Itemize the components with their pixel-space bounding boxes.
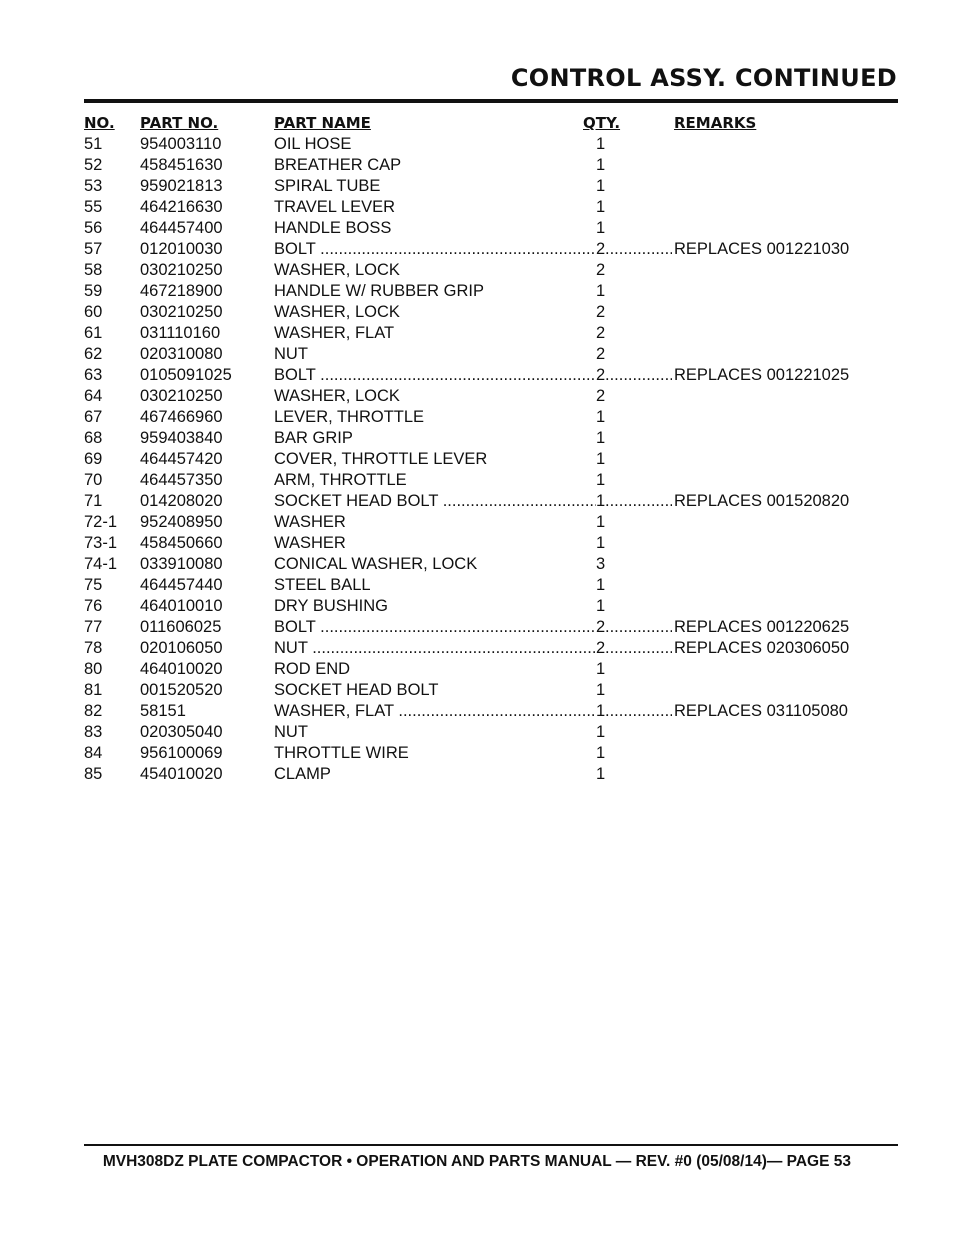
table-row [84, 239, 864, 260]
cell-qty: 1 [596, 156, 606, 174]
table-row [84, 533, 864, 554]
cell-no: 75 [84, 576, 103, 594]
table-row [84, 323, 864, 344]
cell-no: 83 [84, 723, 103, 741]
cell-no: 77 [84, 618, 103, 636]
cell-part-name: WASHER, FLAT ..... [274, 701, 597, 722]
cell-qty: 1 [596, 681, 606, 699]
cell-qty: 2 [596, 618, 606, 636]
cell-part-name: WASHER, LOCK [274, 303, 400, 321]
table-row [84, 197, 864, 218]
cell-no: 62 [84, 345, 103, 363]
cell-qty: 1 [596, 723, 606, 741]
cell-part-name: SPIRAL TUBE [274, 177, 381, 195]
footer-rule [84, 1144, 898, 1146]
table-row [84, 302, 864, 323]
cell-part-name: BOLT ..... [274, 365, 597, 386]
cell-qty: 1 [596, 492, 606, 510]
table-row [84, 554, 864, 575]
table-header-row [84, 113, 864, 134]
table-row [84, 155, 864, 176]
cell-qty: 1 [596, 177, 606, 195]
cell-part-no: 467218900 [140, 282, 223, 300]
cell-no: 74-1 [84, 555, 118, 573]
cell-part-no: 020310080 [140, 345, 223, 363]
table-row [84, 407, 864, 428]
table-row [84, 596, 864, 617]
cell-qty: 1 [596, 744, 606, 762]
table-row [84, 701, 864, 722]
cell-part-no: 011606025 [140, 618, 222, 636]
header-part-no: PART NO. [140, 114, 219, 132]
cell-part-name: BAR GRIP [274, 429, 353, 447]
cell-no: 59 [84, 282, 103, 300]
cell-part-no: 012010030 [140, 240, 223, 258]
cell-part-no: 959403840 [140, 429, 223, 447]
cell-qty: 1 [596, 513, 606, 531]
cell-part-name: WASHER, LOCK [274, 387, 400, 405]
table-row [84, 722, 864, 743]
cell-qty: 1 [596, 702, 606, 720]
cell-qty: 1 [596, 450, 606, 468]
cell-part-no: 0105091025 [140, 366, 232, 384]
cell-part-no: 956100069 [140, 744, 223, 762]
cell-part-no: 458451630 [140, 156, 223, 174]
cell-no: 57 [84, 240, 103, 258]
cell-part-name: BOLT ..... [274, 239, 597, 260]
cell-no: 52 [84, 156, 103, 174]
cell-part-no: 020106050 [140, 639, 223, 657]
cell-no: 68 [84, 429, 103, 447]
cell-part-name: COVER, THROTTLE LEVER [274, 450, 488, 468]
cell-no: 53 [84, 177, 103, 195]
cell-part-no: 464457400 [140, 219, 223, 237]
cell-no: 55 [84, 198, 103, 216]
cell-no: 71 [84, 492, 103, 510]
page-footer: MVH308DZ PLATE COMPACTOR • OPERATION AND PARTS MANUAL — REV. #0 (05/08/14)— PAGE 53 [102, 1153, 851, 1170]
dot-leader [605, 491, 672, 512]
dot-leader [605, 239, 672, 260]
cell-no: 81 [84, 681, 103, 699]
cell-qty: 2 [596, 387, 606, 405]
cell-part-no: 454010020 [140, 765, 223, 783]
cell-part-name: ARM, THROTTLE [274, 471, 407, 489]
cell-qty: 2 [596, 639, 606, 657]
cell-qty: 3 [596, 555, 606, 573]
table-row [84, 680, 864, 701]
cell-no: 76 [84, 597, 103, 615]
cell-remarks: REPLACES 001221030 [674, 240, 850, 258]
cell-part-name: STEEL BALL [274, 576, 371, 594]
cell-part-name: LEVER, THROTTLE [274, 408, 425, 426]
cell-qty: 1 [596, 219, 606, 237]
cell-part-no: 959021813 [140, 177, 223, 195]
cell-qty: 1 [596, 765, 606, 783]
cell-remarks: REPLACES 001221025 [674, 366, 850, 384]
cell-part-name: OIL HOSE [274, 135, 352, 153]
cell-part-no: 464457440 [140, 576, 223, 594]
cell-qty: 2 [596, 240, 606, 258]
cell-qty: 2 [596, 345, 606, 363]
cell-no: 84 [84, 744, 103, 762]
table-row [84, 260, 864, 281]
cell-no: 73-1 [84, 534, 118, 552]
cell-qty: 1 [596, 408, 606, 426]
table-row [84, 638, 864, 659]
page-title: CONTROL ASSY. CONTINUED [510, 64, 897, 92]
header-remarks: REMARKS [674, 114, 757, 132]
cell-qty: 1 [596, 471, 606, 489]
cell-part-no: 031110160 [140, 324, 221, 342]
table-row [84, 134, 864, 155]
table-row [84, 659, 864, 680]
header-qty: QTY. [583, 114, 621, 132]
cell-part-no: 464457350 [140, 471, 223, 489]
header-part-name: PART NAME [274, 114, 371, 132]
cell-no: 69 [84, 450, 103, 468]
parts-table [84, 113, 864, 785]
cell-no: 58 [84, 261, 103, 279]
cell-part-no: 58151 [140, 702, 186, 720]
cell-qty: 1 [596, 429, 606, 447]
cell-part-no: 014208020 [140, 492, 223, 510]
cell-part-name: HANDLE W/ RUBBER GRIP [274, 282, 484, 300]
cell-part-no: 033910080 [140, 555, 223, 573]
cell-no: 78 [84, 639, 103, 657]
table-row [84, 344, 864, 365]
table-row [84, 386, 864, 407]
cell-part-name: NUT ..... [274, 638, 597, 659]
table-row [84, 218, 864, 239]
cell-qty: 1 [596, 198, 606, 216]
dot-leader [605, 701, 672, 722]
cell-part-name: BOLT ..... [274, 617, 597, 638]
dot-leader [605, 617, 672, 638]
cell-part-name: DRY BUSHING [274, 597, 389, 615]
cell-no: 67 [84, 408, 103, 426]
cell-part-name: NUT [274, 723, 308, 741]
cell-part-no: 030210250 [140, 261, 223, 279]
dot-leader [605, 365, 672, 386]
cell-part-name: WASHER [274, 513, 346, 531]
table-row [84, 491, 864, 512]
cell-part-name: WASHER, LOCK [274, 261, 400, 279]
cell-remarks: REPLACES 001520820 [674, 492, 850, 510]
cell-part-name: NUT [274, 345, 308, 363]
cell-part-no: 952408950 [140, 513, 223, 531]
cell-no: 85 [84, 765, 103, 783]
cell-part-name: TRAVEL LEVER [274, 198, 396, 216]
table-row [84, 428, 864, 449]
table-row [84, 764, 864, 785]
cell-no: 72-1 [84, 513, 118, 531]
cell-part-name: SOCKET HEAD BOLT ..... [274, 491, 597, 512]
table-row [84, 617, 864, 638]
cell-no: 60 [84, 303, 103, 321]
cell-part-no: 030210250 [140, 387, 223, 405]
cell-no: 63 [84, 366, 103, 384]
cell-part-no: 001520520 [140, 681, 223, 699]
cell-part-no: 467466960 [140, 408, 223, 426]
cell-qty: 2 [596, 324, 606, 342]
cell-qty: 2 [596, 261, 606, 279]
cell-part-no: 458450660 [140, 534, 223, 552]
cell-qty: 1 [596, 597, 606, 615]
cell-part-no: 030210250 [140, 303, 223, 321]
cell-part-name: ROD END [274, 660, 351, 678]
cell-no: 51 [84, 135, 103, 153]
cell-qty: 1 [596, 660, 606, 678]
cell-part-name: THROTTLE WIRE [274, 744, 409, 762]
cell-part-no: 464216630 [140, 198, 223, 216]
cell-part-no: 464457420 [140, 450, 223, 468]
cell-part-name: HANDLE BOSS [274, 219, 392, 237]
cell-part-name: CLAMP [274, 765, 331, 783]
header-no: NO. [84, 114, 115, 132]
cell-part-no: 954003110 [140, 135, 222, 153]
table-row [84, 743, 864, 764]
cell-part-no: 020305040 [140, 723, 223, 741]
cell-qty: 1 [596, 534, 606, 552]
table-row [84, 512, 864, 533]
cell-qty: 1 [596, 282, 606, 300]
cell-part-name: WASHER, FLAT [274, 324, 395, 342]
cell-no: 61 [84, 324, 103, 342]
table-row [84, 281, 864, 302]
cell-no: 56 [84, 219, 103, 237]
title-rule [84, 99, 898, 103]
cell-qty: 2 [596, 366, 606, 384]
table-row [84, 365, 864, 386]
cell-remarks: REPLACES 001220625 [674, 618, 850, 636]
cell-no: 80 [84, 660, 103, 678]
table-row [84, 449, 864, 470]
cell-qty: 1 [596, 135, 606, 153]
cell-qty: 2 [596, 303, 606, 321]
dot-leader [605, 638, 672, 659]
cell-part-name: SOCKET HEAD BOLT [274, 681, 439, 699]
cell-no: 70 [84, 471, 103, 489]
cell-no: 64 [84, 387, 103, 405]
cell-part-name: WASHER [274, 534, 346, 552]
cell-part-no: 464010010 [140, 597, 223, 615]
table-row [84, 575, 864, 596]
table-row [84, 176, 864, 197]
cell-qty: 1 [596, 576, 606, 594]
table-row [84, 470, 864, 491]
cell-part-name: BREATHER CAP [274, 156, 402, 174]
cell-no: 82 [84, 702, 103, 720]
cell-remarks: REPLACES 031105080 [674, 702, 848, 720]
cell-remarks: REPLACES 020306050 [674, 639, 850, 657]
cell-part-no: 464010020 [140, 660, 223, 678]
cell-part-name: CONICAL WASHER, LOCK [274, 555, 478, 573]
